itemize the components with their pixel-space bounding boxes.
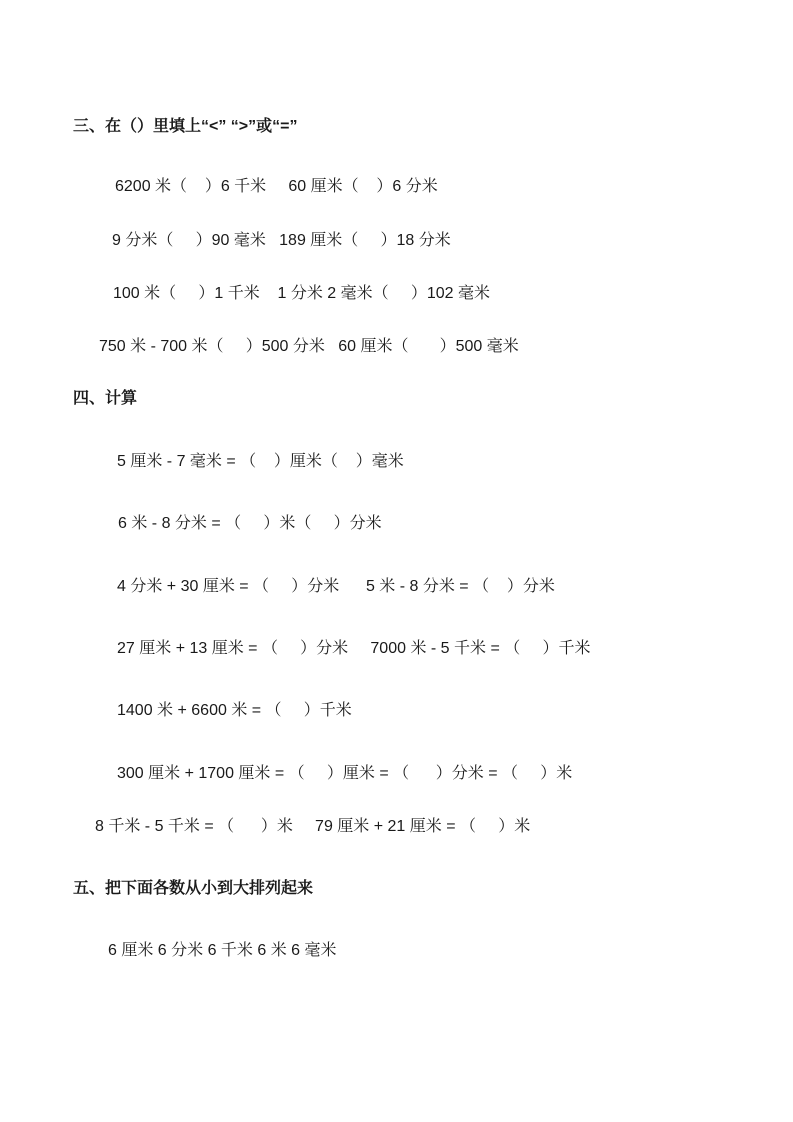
- calc-problem-6: 300 厘米 + 1700 厘米 = （ ）厘米 = （ ）分米 = （ ）米: [117, 765, 573, 782]
- calc-problem-5: 1400 米 + 6600 米 = （ ）千米: [117, 702, 352, 719]
- section-3-heading: 三、在（）里填上“<” “>”或“=”: [73, 118, 298, 135]
- calc-problem-1: 5 厘米 - 7 毫米 = （ ）厘米（ ）毫米: [117, 453, 404, 470]
- calc-problem-7: 8 千米 - 5 千米 = （ ）米 79 厘米 + 21 厘米 = （ ）米: [95, 818, 531, 835]
- section-4-heading: 四、计算: [73, 390, 138, 407]
- calc-problem-4: 27 厘米 + 13 厘米 = （ ）分米 7000 米 - 5 千米 = （ ）千米: [117, 640, 591, 657]
- compare-problem-3: 100 米（ ）1 千米 1 分米 2 毫米（ ）102 毫米: [113, 285, 490, 302]
- ordering-problem-1: 6 厘米 6 分米 6 千米 6 米 6 毫米: [108, 942, 337, 959]
- compare-problem-2: 9 分米（ ）90 毫米 189 厘米（ ）18 分米: [112, 232, 451, 249]
- calc-problem-2: 6 米 - 8 分米 = （ ）米（ ）分米: [118, 515, 382, 532]
- compare-problem-1: 6200 米（ ）6 千米 60 厘米（ ）6 分米: [115, 178, 438, 195]
- compare-problem-4: 750 米 - 700 米（ ）500 分米 60 厘米（ ）500 毫米: [99, 338, 519, 355]
- section-5-heading: 五、把下面各数从小到大排列起来: [73, 880, 314, 897]
- calc-problem-3: 4 分米 + 30 厘米 = （ ）分米 5 米 - 8 分米 = （ ）分米: [117, 578, 555, 595]
